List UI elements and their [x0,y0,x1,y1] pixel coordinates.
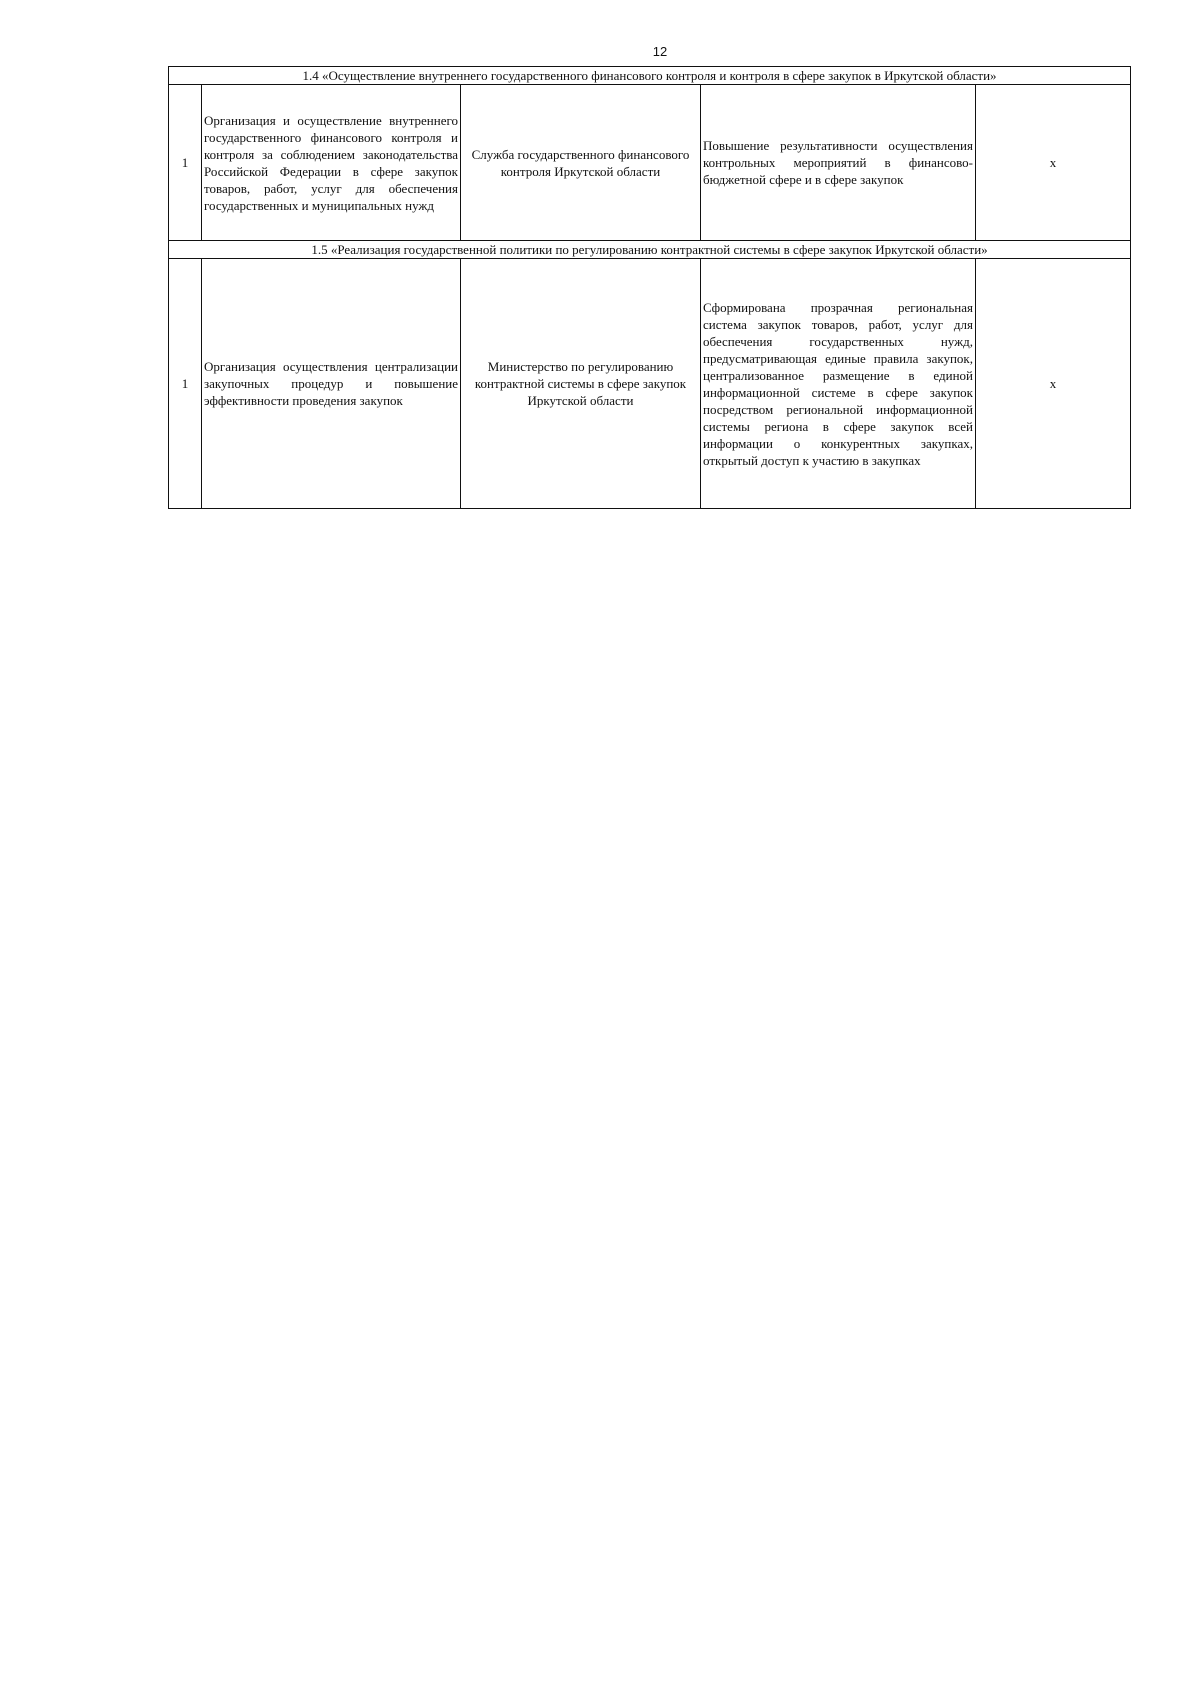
mark-cell: x [976,259,1131,509]
result-cell: Сформирована прозрачная региональная система закупок товаров, работ, услуг для обеспечения государственных нужд, предусматривающая единые правила закупок, централизованное размещение в единой информационной системе в сфере закупок посредством региональной информационной системы региона в сфере закупок всей информации о конкурентных закупках, открытый доступ к участию в закупках [701,259,976,509]
activity-cell: Организация и осуществление внутреннего государственного финансового контроля и контроля за соблюдением законодательства Российской Федерации в сфере закупок товаров, работ, услуг для обеспечения государственных и муниципальных нужд [202,85,461,241]
table-row [169,259,1131,509]
table-row [169,85,1131,241]
page-number: 12 [652,44,668,59]
row-number: 1 [169,85,202,241]
section-header-row [169,67,1131,85]
section-title: 1.4 «Осуществление внутреннего государственного финансового контроля и контроля в сфере закупок в Иркутской области» [169,67,1131,85]
activity-cell: Организация осуществления централизации закупочных процедур и повышение эффективности проведения закупок [202,259,461,509]
section-title: 1.5 «Реализация государственной политики по регулированию контрактной системы в сфере закупок Иркутской области» [169,241,1131,259]
measures-table [168,66,1131,509]
mark-cell: x [976,85,1131,241]
result-cell: Повышение результативности осуществления контрольных мероприятий в финансово-бюджетной сфере и в сфере закупок [701,85,976,241]
executor-cell: Служба государственного финансового контроля Иркутской области [461,85,701,241]
row-number: 1 [169,259,202,509]
executor-cell: Министерство по регулированию контрактной системы в сфере закупок Иркутской области [461,259,701,509]
section-header-row [169,241,1131,259]
